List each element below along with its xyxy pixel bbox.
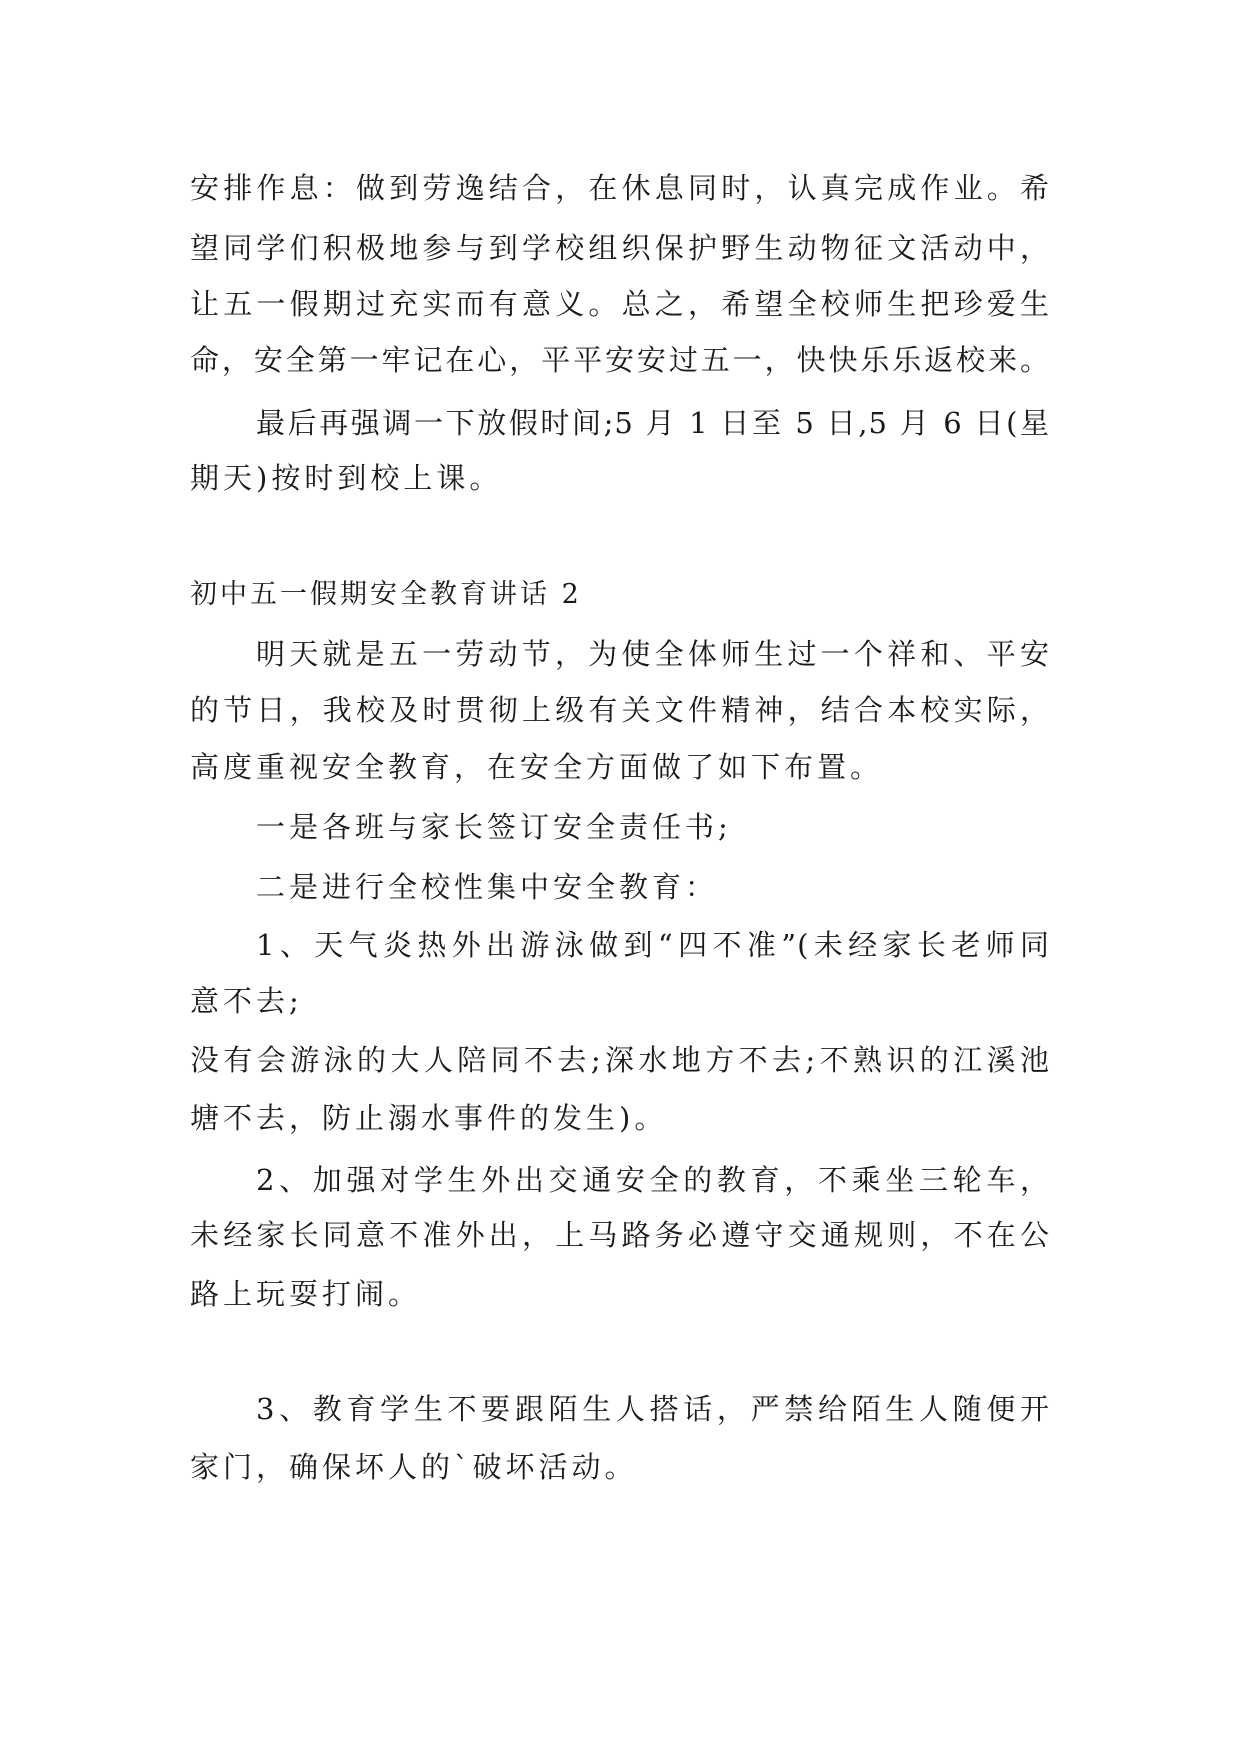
body-text-line: 路上玩耍打闹。 xyxy=(190,1277,422,1311)
body-text-line: 期天)按时到校上课。 xyxy=(190,461,503,495)
body-text-line: 让五一假期过充实而有意义。总之，希望全校师生把珍爱生 xyxy=(190,287,1050,321)
body-text-line: 的节日，我校及时贯彻上级有关文件精神，结合本校实际， xyxy=(190,693,1050,727)
body-text-line: 最后再强调一下放假时间;5 月 1 日至 5 日,5 月 6 日(星 xyxy=(256,406,1050,440)
list-item-second: 二是进行全校性集中安全教育： xyxy=(256,870,719,904)
body-text-line: 3、教育学生不要跟陌生人搭话，严禁给陌生人随便开 xyxy=(256,1392,1050,1426)
body-text-line: 1、天气炎热外出游泳做到“四不准”(未经家长老师同 xyxy=(256,928,1050,962)
body-text-line: 意不去; xyxy=(190,984,303,1018)
body-text-line: 望同学们积极地参与到学校组织保护野生动物征文活动中， xyxy=(190,231,1050,265)
body-text-line: 命，安全第一牢记在心，平平安安过五一，快快乐乐返校来。 xyxy=(190,343,1050,377)
body-text-line: 家门，确保坏人的`破坏活动。 xyxy=(190,1450,638,1484)
body-text-line: 明天就是五一劳动节，为使全体师生过一个祥和、平安 xyxy=(256,637,1050,671)
body-text-line: 塘不去，防止溺水事件的发生)。 xyxy=(190,1101,668,1135)
body-text-line: 未经家长同意不准外出，上马路务必遵守交通规则，不在公 xyxy=(190,1218,1050,1252)
body-text-line: 没有会游泳的大人陪同不去;深水地方不去;不熟识的江溪池 xyxy=(190,1043,1050,1077)
body-text-line: 2、加强对学生外出交通安全的教育，不乘坐三轮车， xyxy=(256,1163,1050,1197)
body-text-line: 安排作息：做到劳逸结合，在休息同时，认真完成作业。希 xyxy=(190,171,1050,205)
body-text-line: 高度重视安全教育，在安全方面做了如下布置。 xyxy=(190,750,884,784)
list-item-first: 一是各班与家长签订安全责任书; xyxy=(256,810,732,844)
section-heading: 初中五一假期安全教育讲话 2 xyxy=(190,579,582,610)
